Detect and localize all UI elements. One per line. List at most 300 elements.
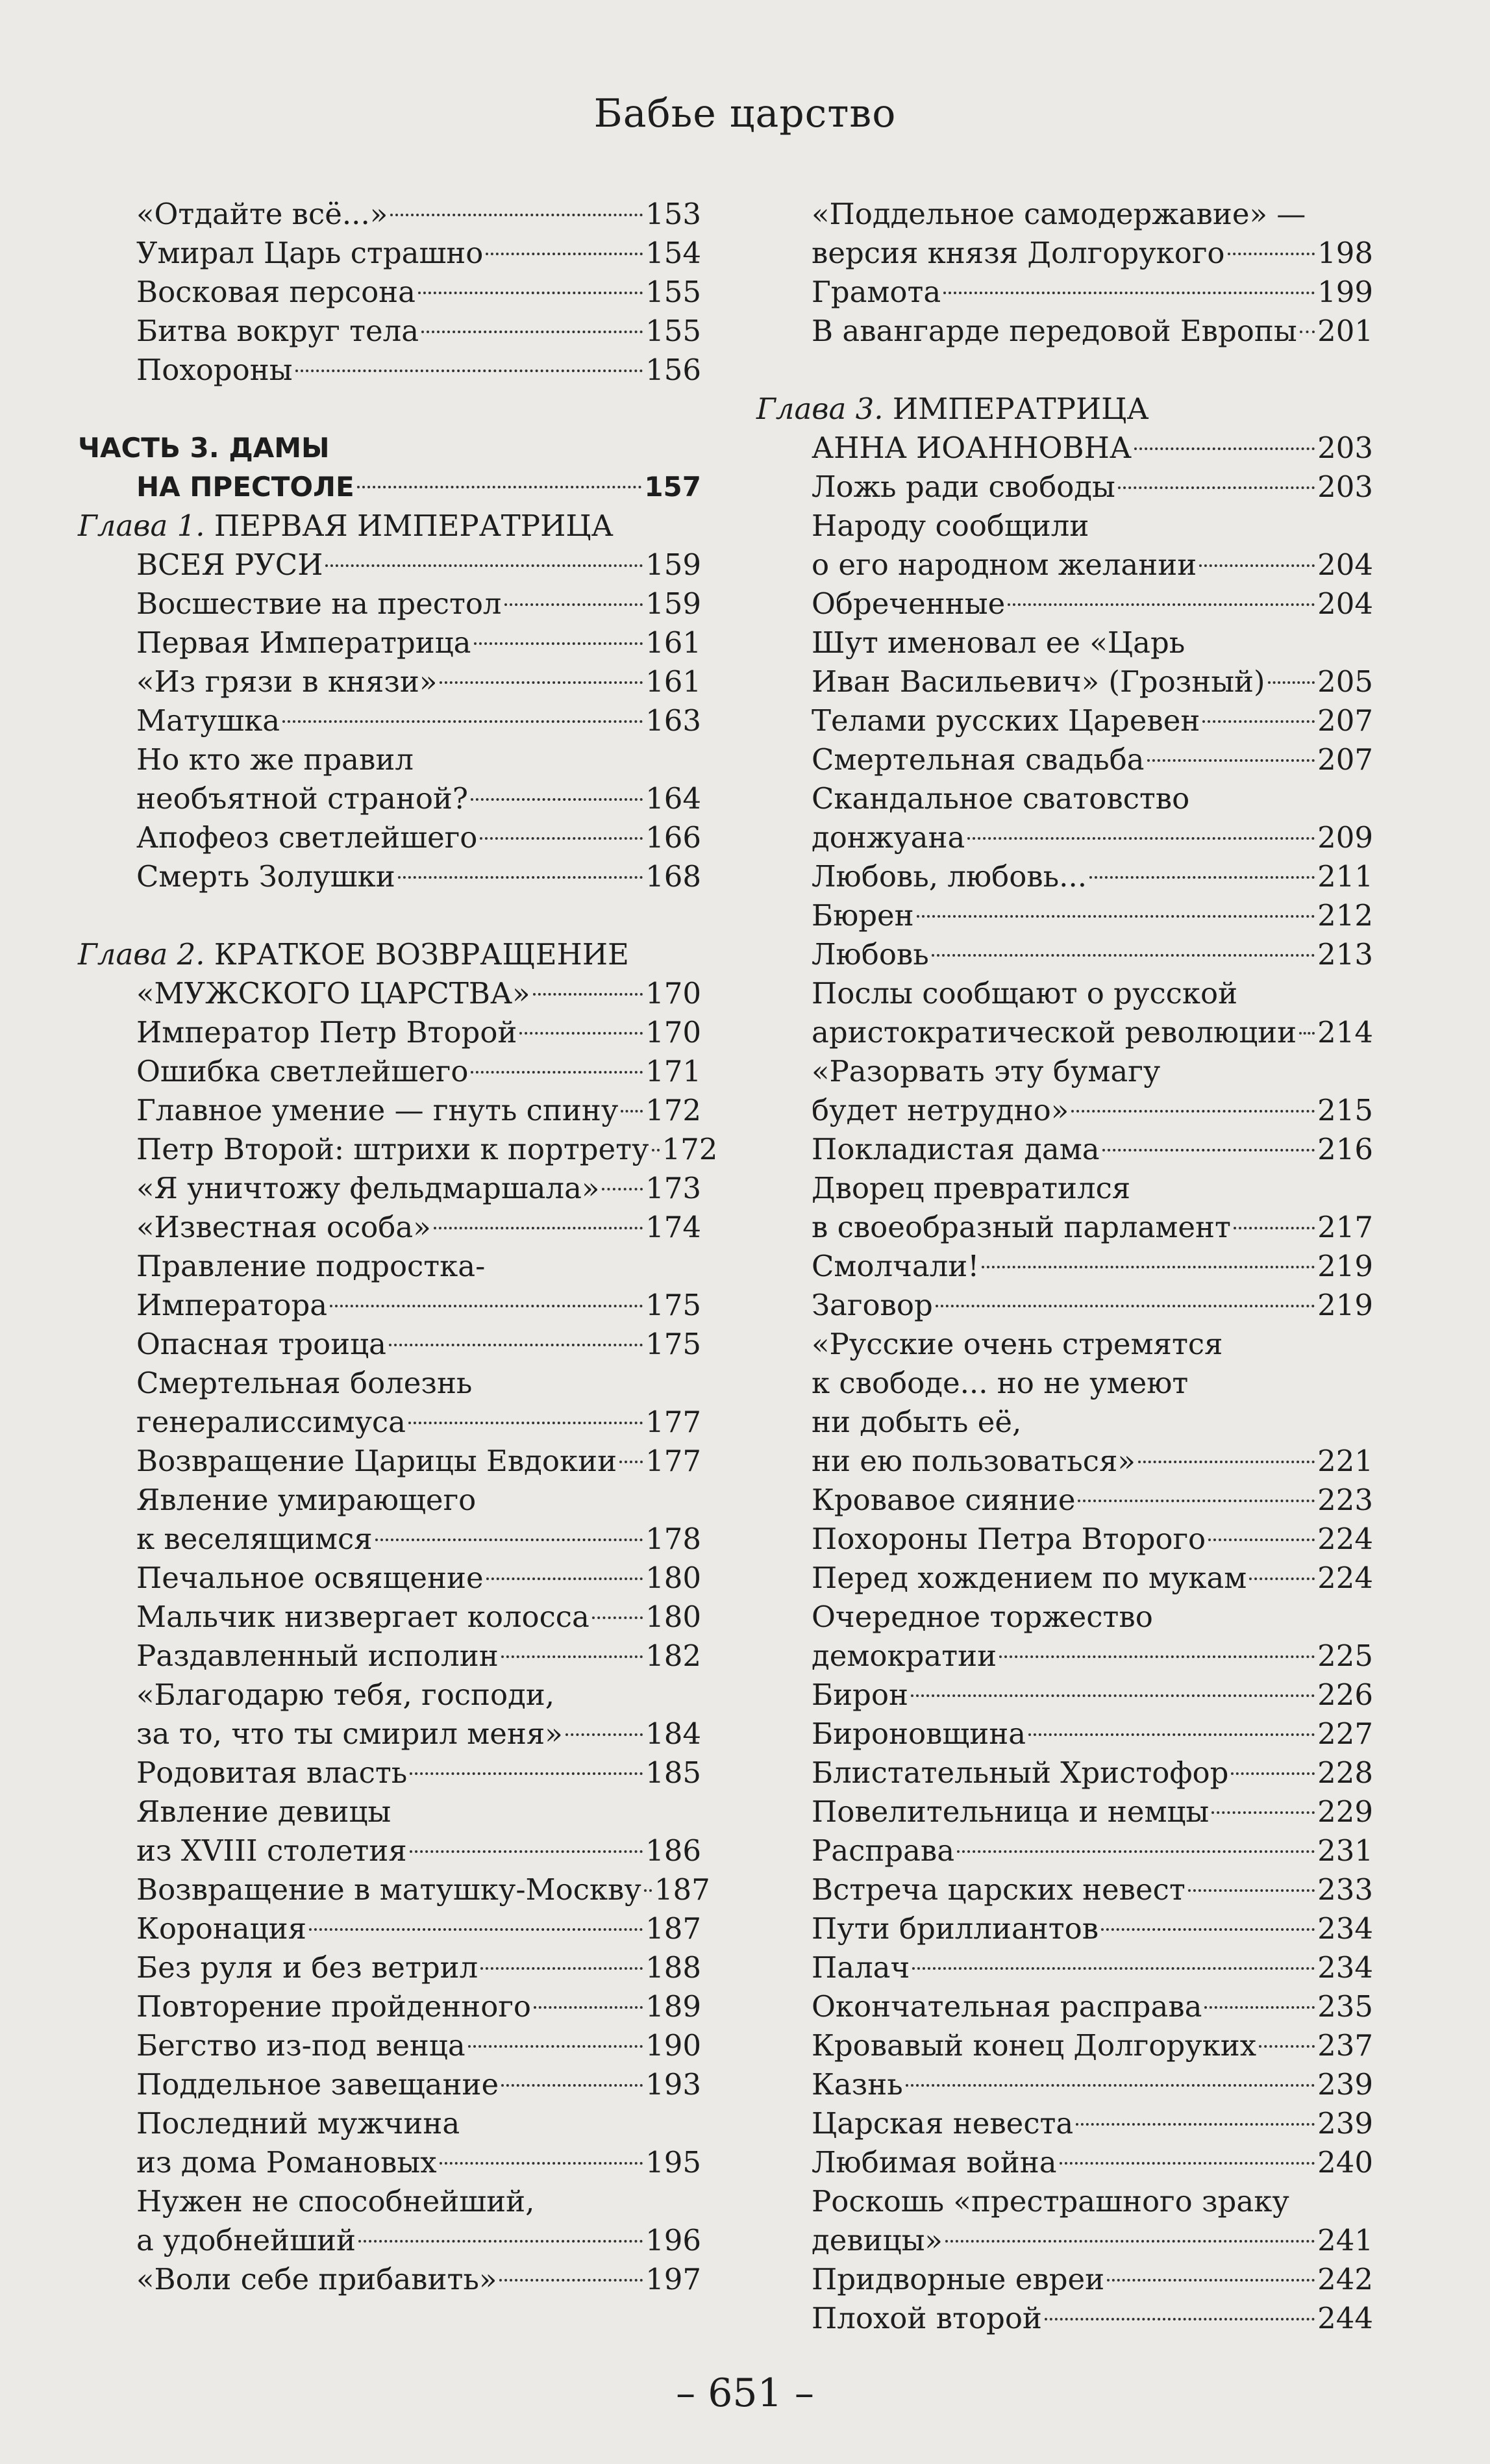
toc-page-number: 155: [645, 314, 701, 348]
toc-page-number: 174: [645, 1210, 701, 1244]
toc-text: Пути бриллиантов: [812, 1911, 1099, 1946]
dot-leader: [1045, 2316, 1315, 2320]
toc-entry: [78, 1870, 710, 1909]
dot-leader: [471, 796, 643, 801]
dot-leader: [1211, 1809, 1315, 1814]
toc-entry: [756, 1208, 1373, 1247]
chapter-heading-end: [78, 974, 701, 1013]
toc-entry: [756, 273, 1373, 312]
dot-leader: [390, 212, 643, 216]
toc-entry: [756, 585, 1373, 623]
toc-page-number: 187: [654, 1872, 710, 1907]
toc-page-number: 239: [1317, 2067, 1373, 2102]
dot-leader: [1259, 2043, 1315, 2048]
toc-page-number: 207: [1317, 742, 1373, 777]
toc-text: ни ею пользоваться»: [812, 1444, 1136, 1478]
toc-entry: [78, 779, 701, 818]
toc-text: Заговор: [812, 1288, 933, 1322]
toc-text: Бироновщина: [812, 1716, 1026, 1751]
toc-entry-continued: [78, 2104, 701, 2143]
dot-leader: [1078, 1498, 1315, 1502]
toc-text: Император Петр Второй: [136, 1015, 517, 1050]
toc-entry: [756, 896, 1373, 935]
toc-entry-continued: [78, 1247, 701, 1286]
chapter-title: ИМПЕРАТРИЦА: [883, 392, 1149, 426]
toc-entry: [756, 1013, 1373, 1052]
toc-page-number: 235: [1317, 1989, 1373, 2024]
toc-entry: [78, 623, 701, 662]
toc-entry: [78, 1091, 701, 1130]
toc-entry-continued: [78, 740, 701, 779]
dot-leader: [421, 329, 643, 333]
toc-page-number: 205: [1317, 664, 1373, 699]
toc-entry: [78, 273, 701, 312]
dot-leader: [325, 562, 643, 567]
dot-leader: [504, 601, 643, 606]
toc-entry: [756, 312, 1373, 351]
toc-page-number: 185: [645, 1755, 701, 1790]
dot-leader: [1228, 251, 1315, 255]
toc-entry-continued: [756, 195, 1373, 234]
toc-entry: [756, 1831, 1373, 1870]
toc-page-number: 216: [1317, 1132, 1373, 1166]
toc-page-number: 155: [645, 275, 701, 309]
toc-page-number: 219: [1317, 1249, 1373, 1283]
toc-entry-continued: [78, 1676, 701, 1715]
toc-entry-continued: [756, 1403, 1373, 1442]
toc-entry: [78, 818, 701, 857]
toc-text: донжуана: [812, 820, 965, 855]
toc-page-number: 239: [1317, 2106, 1373, 2141]
toc-text: а удобнейший: [136, 2223, 356, 2257]
toc-page-number: 203: [1317, 470, 1373, 504]
toc-text: «Я уничтожу фельдмаршала»: [136, 1171, 600, 1205]
toc-entry: [78, 1208, 701, 1247]
dot-leader: [330, 1303, 643, 1307]
toc-text: Повторение пройденного: [136, 1989, 531, 2024]
toc-entry: [756, 1792, 1373, 1831]
toc-page-number: 215: [1317, 1093, 1373, 1127]
toc-text: к веселящимся: [136, 1522, 373, 1556]
toc-page-number: 240: [1317, 2145, 1373, 2180]
toc-text: Народу сообщили: [812, 509, 1089, 543]
toc-text: Похороны Петра Второго: [812, 1522, 1206, 1556]
dot-leader: [932, 952, 1315, 957]
dot-leader: [1102, 1147, 1315, 1151]
toc-text: Ошибка светлейшего: [136, 1054, 469, 1088]
page-number: – 651 –: [676, 2370, 814, 2416]
toc-text: Без руля и без ветрил: [136, 1950, 478, 1985]
toc-text: демократии: [812, 1639, 997, 1673]
toc-text: Матушка: [136, 703, 280, 738]
toc-page-number: 204: [1317, 547, 1373, 582]
toc-entry: [756, 818, 1373, 857]
toc-entry: [78, 1831, 701, 1870]
toc-text: Грамота: [812, 275, 941, 309]
toc-entry: [756, 1948, 1373, 1987]
toc-entry: [78, 1520, 701, 1559]
toc-text: «Известная особа»: [136, 1210, 431, 1244]
toc-page-number: 223: [1317, 1483, 1373, 1517]
toc-page-number: 195: [645, 2145, 701, 2180]
toc-page-number: 219: [1317, 1288, 1373, 1322]
toc-text: Кровавый конец Долгоруких: [812, 2028, 1257, 2063]
dot-leader: [1107, 2277, 1315, 2282]
toc-entry: [756, 468, 1373, 507]
toc-page-number: 209: [1317, 820, 1373, 855]
toc-text: в своеобразный парламент: [812, 1210, 1231, 1244]
dot-leader: [1147, 757, 1315, 762]
toc-page-number: 241: [1317, 2223, 1373, 2257]
dot-leader: [471, 1069, 643, 1074]
toc-page-number: 161: [645, 664, 701, 699]
toc-text: Окончательная расправа: [812, 1989, 1202, 2024]
spacer: [756, 351, 1373, 390]
toc-entry-continued: [756, 507, 1373, 546]
toc-text: Ложь ради свободы: [812, 470, 1115, 504]
toc-entry: [78, 1130, 718, 1169]
toc-entry-continued: [756, 623, 1373, 662]
toc-entry: [756, 1637, 1373, 1676]
toc-entry: [756, 1987, 1373, 2026]
toc-text: генералиссимуса: [136, 1405, 406, 1439]
toc-text: «Разорвать эту бумагу: [812, 1054, 1161, 1088]
toc-entry: [756, 1909, 1373, 1948]
toc-page-number: 170: [645, 1015, 701, 1050]
toc-entry: [756, 1091, 1373, 1130]
toc-text: Умирал Царь страшно: [136, 236, 484, 270]
toc-entry: [756, 1715, 1373, 1754]
toc-page-number: 163: [645, 703, 701, 738]
dot-leader: [480, 835, 643, 840]
toc-entry: [78, 2221, 701, 2260]
toc-page-number: 224: [1317, 1522, 1373, 1556]
toc-entry-continued: [756, 1325, 1373, 1364]
toc-entry: [756, 546, 1373, 585]
toc-page-number: 227: [1317, 1716, 1373, 1751]
toc-text: «МУЖСКОГО ЦАРСТВА»: [136, 976, 530, 1011]
dot-leader: [1188, 1887, 1315, 1892]
chapter-label: Глава 1.: [78, 509, 205, 543]
chapter-label: Глава 2.: [78, 937, 205, 972]
toc-text: Раздавленный исполин: [136, 1639, 499, 1673]
toc-entry-continued: [756, 1052, 1373, 1091]
toc-text: Смерть Золушки: [136, 859, 395, 894]
toc-page-number: 156: [645, 353, 701, 387]
toc-text: Шут именовал ее «Царь: [812, 625, 1186, 660]
toc-text: Последний мужчина: [136, 2106, 460, 2141]
toc-page-number: 154: [645, 236, 701, 270]
toc-text: Любимая война: [812, 2145, 1057, 2180]
toc-page-number: 168: [645, 859, 701, 894]
toc-text: Плохой второй: [812, 2301, 1042, 2335]
toc-text: Перед хождением по мукам: [812, 1561, 1247, 1595]
toc-entry-continued: [756, 1598, 1373, 1637]
toc-right-column: [756, 195, 1373, 2338]
toc-page-number: 172: [662, 1132, 718, 1166]
toc-entry: [78, 1754, 701, 1792]
toc-entry: [756, 234, 1373, 273]
toc-text: Покладистая дама: [812, 1132, 1100, 1166]
toc-text: Любовь, любовь...: [812, 859, 1087, 894]
toc-entry: [78, 1403, 701, 1442]
toc-entry: [756, 2143, 1373, 2182]
toc-text: Скандальное сватовство: [812, 781, 1190, 816]
chapter-heading-end: [756, 429, 1373, 468]
toc-entry: [78, 701, 701, 740]
toc-text: Явление умирающего: [136, 1483, 477, 1517]
chapter-heading: [78, 935, 701, 974]
toc-page-number: 214: [1317, 1015, 1373, 1050]
toc-entry: [78, 2026, 701, 2065]
toc-page-number: 203: [1317, 431, 1373, 465]
toc-text: версия князя Долгорукого: [812, 236, 1225, 270]
dot-leader: [375, 1537, 643, 1541]
toc-entry-continued: [756, 779, 1373, 818]
toc-entry: [78, 1559, 701, 1598]
toc-entry: [78, 195, 701, 234]
toc-entry: [78, 1325, 701, 1364]
dot-leader: [592, 1615, 643, 1619]
dot-leader: [917, 913, 1315, 918]
toc-left-column: [78, 195, 718, 2299]
toc-text: Роскошь «престрашного зраку: [812, 2184, 1289, 2219]
toc-text: Возвращение в матушку-Москву: [136, 1872, 641, 1907]
dot-leader: [358, 2238, 643, 2243]
toc-text: Царская невеста: [812, 2106, 1074, 2141]
dot-leader: [1134, 446, 1315, 450]
dot-leader: [1300, 329, 1315, 333]
dot-leader: [474, 640, 643, 645]
toc-text: Палач: [812, 1950, 910, 1985]
toc-text: Апофеоз светлейшего: [136, 820, 478, 855]
dot-leader: [982, 1264, 1315, 1268]
toc-text: Расправа: [812, 1833, 955, 1868]
toc-page-number: 159: [645, 586, 701, 621]
toc-entry: [78, 662, 701, 701]
toc-entry: [756, 2065, 1373, 2104]
toc-entry: [78, 2260, 701, 2299]
toc-page-number: 182: [645, 1639, 701, 1673]
toc-text: Иван Васильевич» (Грозный): [812, 664, 1265, 699]
toc-entry: [756, 662, 1373, 701]
dot-leader: [1202, 718, 1315, 723]
toc-text: Но кто же правил: [136, 742, 414, 777]
toc-text: Любовь: [812, 937, 929, 972]
chapter-label: Глава 3.: [756, 392, 884, 426]
toc-text: Опасная троица: [136, 1327, 386, 1361]
chapter-heading-end: [78, 546, 701, 585]
dot-leader: [468, 2043, 643, 2048]
toc-page-number: 242: [1317, 2262, 1373, 2296]
dot-leader: [357, 484, 642, 488]
toc-text: Смолчали!: [812, 1249, 980, 1283]
dot-leader: [565, 1731, 643, 1736]
dot-leader: [501, 2082, 643, 2087]
dot-leader: [534, 2004, 643, 2009]
toc-text: Телами русских Царевен: [812, 703, 1200, 738]
toc-entry: [756, 1286, 1373, 1325]
toc-page-number: 234: [1317, 1950, 1373, 1985]
dot-leader: [410, 1848, 643, 1853]
dot-leader: [652, 1147, 660, 1151]
toc-entry: [756, 2221, 1373, 2260]
toc-entry: [78, 2065, 701, 2104]
toc-page-number: 188: [645, 1950, 701, 1985]
toc-page-number: 177: [645, 1405, 701, 1439]
dot-leader: [410, 1770, 643, 1775]
toc-page-number: 175: [645, 1288, 701, 1322]
dot-leader: [936, 1303, 1315, 1307]
toc-page-number: 196: [645, 2223, 701, 2257]
toc-page-number: 161: [645, 625, 701, 660]
toc-text: Казнь: [812, 2067, 903, 2102]
chapter-heading: [78, 507, 701, 546]
dot-leader: [440, 679, 643, 684]
toc-entry: [78, 234, 701, 273]
toc-page-number: 157: [644, 471, 701, 503]
dot-leader: [1268, 679, 1315, 684]
toc-entry: [78, 1013, 701, 1052]
toc-entry-continued: [756, 974, 1373, 1013]
toc-text: Восшествие на престол: [136, 586, 502, 621]
toc-text: Блистательный Христофор: [812, 1755, 1229, 1790]
toc-entry: [756, 701, 1373, 740]
toc-entry: [78, 1948, 701, 1987]
chapter-heading: [756, 390, 1373, 429]
dot-leader: [1234, 1225, 1315, 1229]
dot-leader: [1199, 562, 1315, 567]
dot-leader: [480, 1965, 643, 1970]
toc-text: Битва вокруг тела: [136, 314, 419, 348]
toc-page-number: 221: [1317, 1444, 1373, 1478]
toc-text: Дворец превратился: [812, 1171, 1131, 1205]
dot-leader: [533, 991, 643, 996]
toc-text: Возвращение Царицы Евдокии: [136, 1444, 617, 1478]
toc-text: необъятной страной?: [136, 781, 469, 816]
toc-text: Бирон: [812, 1678, 908, 1712]
toc-text: Петр Второй: штрихи к портрету: [136, 1132, 649, 1166]
toc-entry: [78, 1442, 701, 1481]
toc-entry: [78, 1169, 701, 1208]
toc-page-number: 159: [645, 547, 701, 582]
dot-leader: [309, 1926, 643, 1931]
chapter-title: КРАТКОЕ ВОЗВРАЩЕНИЕ: [205, 937, 629, 972]
toc-text: Восковая персона: [136, 275, 416, 309]
part-title: ЧАСТЬ 3. ДАМЫ: [78, 432, 330, 464]
dot-leader: [501, 1653, 643, 1658]
dot-leader: [1299, 1030, 1315, 1035]
dot-leader: [418, 290, 643, 294]
toc-entry: [756, 857, 1373, 896]
dot-leader: [999, 1653, 1315, 1658]
dot-leader: [1089, 874, 1315, 879]
toc-page-number: 172: [645, 1093, 701, 1127]
toc-text: Придворные евреи: [812, 2262, 1105, 2296]
toc-entry-continued: [78, 1481, 701, 1520]
toc-entry: [756, 1676, 1373, 1715]
toc-text: за то, что ты смирил меня»: [136, 1716, 563, 1751]
toc-text: аристократической революции: [812, 1015, 1297, 1050]
toc-entry: [756, 740, 1373, 779]
dot-leader: [911, 1692, 1315, 1697]
toc-page-number: 170: [645, 976, 701, 1011]
dot-leader: [1231, 1770, 1315, 1775]
dot-leader: [434, 1225, 643, 1229]
toc-text: «Русские очень стремятся: [812, 1327, 1223, 1361]
toc-entry: [78, 1286, 701, 1325]
toc-entry: [756, 1247, 1373, 1286]
toc-entry: [756, 1130, 1373, 1169]
toc-page-number: 173: [645, 1171, 701, 1205]
toc-page-number: 184: [645, 1716, 701, 1751]
toc-entry: [756, 2104, 1373, 2143]
dot-leader: [1204, 2004, 1315, 2009]
toc-text: Послы сообщают о русской: [812, 976, 1238, 1011]
toc-page-number: 175: [645, 1327, 701, 1361]
toc-text: Главное умение — гнуть спину: [136, 1093, 619, 1127]
toc-text: Встреча царских невест: [812, 1872, 1186, 1907]
toc-entry: [78, 1637, 701, 1676]
toc-page-number: 225: [1317, 1639, 1373, 1673]
toc-text: Кровавое сияние: [812, 1483, 1076, 1517]
dot-leader: [295, 368, 643, 372]
dot-leader: [912, 1965, 1315, 1970]
toc-text: Поддельное завещание: [136, 2067, 499, 2102]
toc-page-number: 217: [1317, 1210, 1373, 1244]
toc-entry: [78, 312, 701, 351]
dot-leader: [1208, 1537, 1315, 1541]
toc-entry: [78, 1715, 701, 1754]
toc-text: Обреченные: [812, 586, 1006, 621]
toc-text: девицы»: [812, 2223, 943, 2257]
toc-page-number: 207: [1317, 703, 1373, 738]
dot-leader: [1008, 601, 1315, 606]
dot-leader: [1101, 1926, 1315, 1931]
toc-page-number: 153: [645, 197, 701, 231]
toc-entry: [756, 1754, 1373, 1792]
toc-entry: [756, 2026, 1373, 2065]
toc-text: «Воли себе прибавить»: [136, 2262, 497, 2296]
toc-page-number: 189: [645, 1989, 701, 2024]
toc-entry: [756, 1559, 1373, 1598]
part-heading-end: [78, 468, 701, 507]
dot-leader: [1076, 2121, 1315, 2126]
toc-text: НА ПРЕСТОЛЕ: [136, 471, 354, 503]
toc-page-number: 198: [1317, 236, 1373, 270]
toc-entry: [756, 2260, 1373, 2299]
toc-page-number: 229: [1317, 1794, 1373, 1829]
toc-page-number: 224: [1317, 1561, 1373, 1595]
toc-text: «Поддельное самодержавие» —: [812, 197, 1306, 231]
toc-page-number: 193: [645, 2067, 701, 2102]
toc-entry-continued: [756, 1364, 1373, 1403]
toc-text: Печальное освящение: [136, 1561, 484, 1595]
toc-text: «Благодарю тебя, господи,: [136, 1678, 555, 1712]
toc-entry: [756, 1870, 1373, 1909]
toc-text: Мальчик низвергает колосса: [136, 1600, 590, 1634]
toc-page-number: 171: [645, 1054, 701, 1088]
toc-entry: [756, 2299, 1373, 2338]
toc-entry: [78, 1598, 701, 1637]
dot-leader: [1028, 1731, 1315, 1736]
toc-text: Смертельная свадьба: [812, 742, 1145, 777]
toc-page-number: 190: [645, 2028, 701, 2063]
dot-leader: [644, 1887, 652, 1892]
toc-entry: [78, 351, 701, 390]
dot-leader: [906, 2082, 1315, 2087]
toc-entry-continued: [78, 1792, 701, 1831]
